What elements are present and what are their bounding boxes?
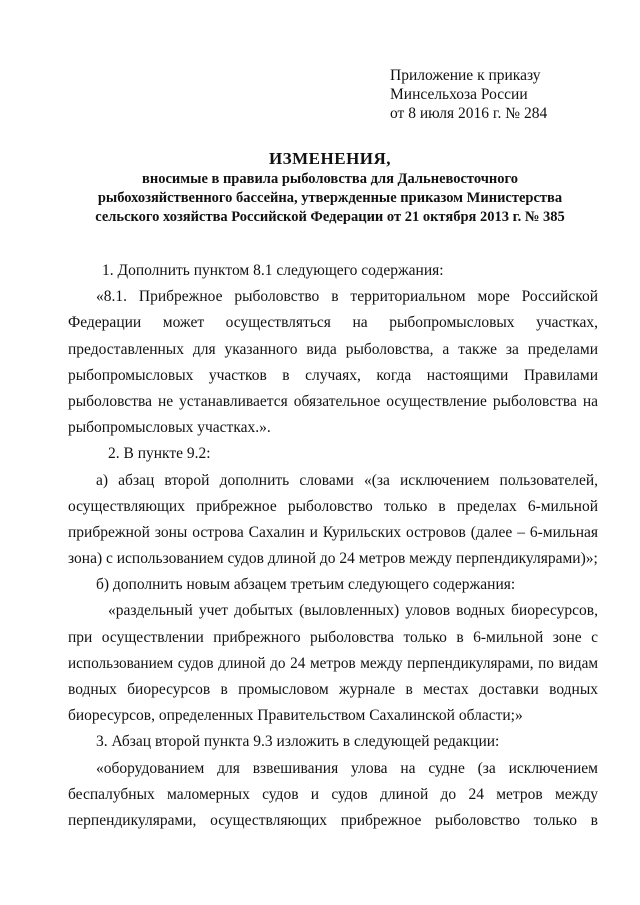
body-line: водных биоресурсов в промысловом журнале в местах доставки водных [68, 681, 598, 698]
body-line: беспалубных маломерных судов и судов длиной до 24 метров между [68, 785, 598, 803]
body-line: 1. Дополнить пунктом 8.1 следующего содержания: [102, 262, 444, 279]
document-subtitle-line-1: вносимые в правила рыболовства для Дальневосточного [142, 171, 518, 187]
body-line: рыбопромысловых участках.». [68, 419, 271, 437]
appendix-line-3: от 8 июля 2016 г. № 284 [390, 105, 548, 122]
document-body [68, 258, 598, 834]
appendix-line-2: Минсельхоза России [390, 86, 528, 103]
body-line: прибрежной зоны острова Сахалин и Курильских островов (далее – 6-мильная [68, 523, 598, 541]
document-title-block [60, 148, 600, 227]
body-line: предоставленных для указанного вида рыболовства, а также за пределами [68, 340, 598, 358]
appendix-reference [390, 66, 547, 123]
document-subtitle-line-3: сельского хозяйства Российской Федерации от 21 октября 2013 г. № 385 [95, 209, 565, 225]
body-line: при осуществлении прибрежного рыболовства только в 6-мильной зоне с [68, 628, 598, 646]
body-line: а) абзац второй дополнить словами «(за исключением пользователей, [96, 471, 598, 489]
body-line: «раздельный учет добытых (выловленных) уловов водных биоресурсов, [108, 602, 598, 620]
document-title: ИЗМЕНЕНИЯ, [268, 149, 392, 168]
body-line: перпендикулярами, осуществляющих прибрежное рыболовство только в [68, 811, 598, 829]
body-line: биоресурсов, определенных Правительством Сахалинской области;» [68, 707, 523, 725]
body-line: использованием судов длиной до 24 метров между перпендикулярами, по видам [68, 654, 598, 672]
body-line: зона) с использованием судов длиной до 24 метров между перпендикулярами)»; [68, 550, 598, 568]
appendix-line-1: Приложение к приказу [390, 67, 541, 84]
document-subtitle-line-2: рыбохозяйственного бассейна, утвержденные приказом Министерства [97, 190, 563, 206]
body-line: рыболовства не устанавливается обязательное осуществление рыболовства на [68, 392, 598, 410]
body-line: Федерации может осуществляться на рыбопромысловых участках, [68, 314, 598, 332]
body-line: осуществляющих прибрежное рыболовство только в пределах 6-мильной [68, 497, 598, 515]
body-line: б) дополнить новым абзацем третьим следующего содержания: [96, 576, 516, 594]
body-line: «8.1. Прибрежное рыболовство в территориальном море Российской [96, 288, 598, 306]
body-line: 2. В пункте 9.2: [108, 445, 211, 463]
body-line: рыбопромысловых участков в случаях, когда настоящими Правилами [68, 366, 598, 384]
body-line: «оборудованием для взвешивания улова на судне (за исключением [96, 759, 598, 777]
body-line: 3. Абзац второй пункта 9.3 изложить в следующей редакции: [96, 733, 500, 751]
